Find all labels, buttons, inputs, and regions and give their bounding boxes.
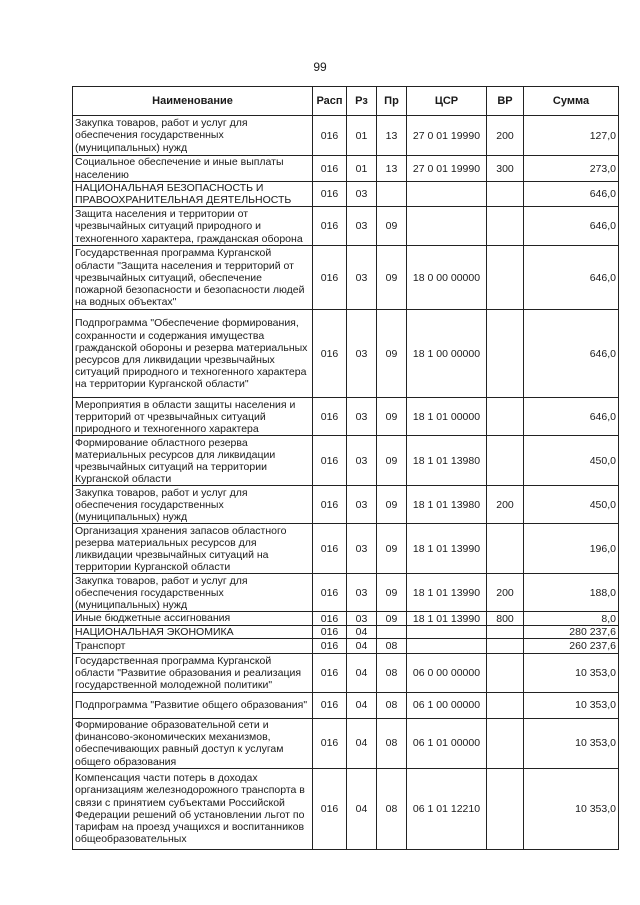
cell-pr: 09 (377, 398, 407, 436)
table-row (73, 768, 619, 849)
cell-rasp: 016 (313, 310, 347, 398)
table-row (73, 638, 619, 653)
cell-rz: 03 (347, 436, 377, 486)
cell-rz: 04 (347, 653, 377, 692)
cell-csr (407, 182, 487, 207)
cell-rz: 03 (347, 207, 377, 246)
cell-name: Организация хранения запасов областного резерва материальных ресурсов для ликвидации чрезвычайных ситуаций на территории Курганской области (73, 524, 313, 574)
cell-vr: 200 (487, 486, 524, 524)
cell-pr (377, 182, 407, 207)
header-pr: Пр (377, 87, 407, 116)
cell-name: Подпрограмма "Развитие общего образования" (73, 692, 313, 718)
cell-name: Государственная программа Курганской области "Развитие образования и реализация государственной молодежной политики" (73, 653, 313, 692)
cell-csr: 18 1 01 13990 (407, 612, 487, 625)
cell-pr: 08 (377, 653, 407, 692)
cell-pr: 09 (377, 574, 407, 612)
cell-sum: 10 353,0 (524, 718, 619, 768)
cell-pr: 09 (377, 486, 407, 524)
cell-vr (487, 182, 524, 207)
cell-rz: 04 (347, 718, 377, 768)
cell-pr: 08 (377, 692, 407, 718)
cell-vr: 300 (487, 156, 524, 182)
cell-rz: 03 (347, 524, 377, 574)
cell-name: Государственная программа Курганской области "Защита населения и территорий от чрезвычайных ситуаций, обеспечение пожарной безопасности и безопасности людей на водных объектах" (73, 246, 313, 310)
cell-rasp: 016 (313, 246, 347, 310)
cell-sum: 196,0 (524, 524, 619, 574)
cell-sum: 646,0 (524, 246, 619, 310)
table-row (73, 182, 619, 207)
cell-rasp: 016 (313, 638, 347, 653)
cell-rasp: 016 (313, 692, 347, 718)
table-row (73, 692, 619, 718)
cell-vr (487, 398, 524, 436)
cell-csr: 18 1 01 13990 (407, 574, 487, 612)
cell-name: Закупка товаров, работ и услуг для обеспечения государственных (муниципальных) нужд (73, 574, 313, 612)
cell-vr: 800 (487, 612, 524, 625)
cell-rz: 04 (347, 625, 377, 638)
table-row (73, 436, 619, 486)
table-row (73, 207, 619, 246)
cell-pr: 09 (377, 612, 407, 625)
cell-rasp: 016 (313, 182, 347, 207)
cell-name: Иные бюджетные ассигнования (73, 612, 313, 625)
budget-table (72, 86, 619, 850)
cell-name: Закупка товаров, работ и услуг для обеспечения государственных (муниципальных) нужд (73, 486, 313, 524)
cell-sum: 280 237,6 (524, 625, 619, 638)
cell-rz: 01 (347, 156, 377, 182)
header-rasp: Расп (313, 87, 347, 116)
cell-csr: 06 1 01 00000 (407, 718, 487, 768)
cell-sum: 646,0 (524, 310, 619, 398)
cell-rasp: 016 (313, 768, 347, 849)
cell-csr: 06 1 00 00000 (407, 692, 487, 718)
cell-csr (407, 638, 487, 653)
cell-csr: 18 1 01 00000 (407, 398, 487, 436)
cell-vr (487, 692, 524, 718)
cell-rasp: 016 (313, 207, 347, 246)
header-sum: Сумма (524, 87, 619, 116)
cell-sum: 8,0 (524, 612, 619, 625)
cell-pr: 13 (377, 116, 407, 156)
cell-vr (487, 207, 524, 246)
cell-vr (487, 653, 524, 692)
cell-csr: 18 1 00 00000 (407, 310, 487, 398)
cell-csr: 27 0 01 19990 (407, 116, 487, 156)
cell-pr: 09 (377, 436, 407, 486)
cell-vr (487, 524, 524, 574)
table-row (73, 486, 619, 524)
cell-name: НАЦИОНАЛЬНАЯ ЭКОНОМИКА (73, 625, 313, 638)
header-rz: Рз (347, 87, 377, 116)
header-name: Наименование (73, 87, 313, 116)
cell-rasp: 016 (313, 524, 347, 574)
cell-vr (487, 310, 524, 398)
cell-csr: 18 1 01 13980 (407, 436, 487, 486)
cell-csr (407, 625, 487, 638)
cell-sum: 646,0 (524, 182, 619, 207)
table-row (73, 116, 619, 156)
cell-sum: 10 353,0 (524, 692, 619, 718)
cell-vr (487, 638, 524, 653)
cell-name: Подпрограмма "Обеспечение формирования, сохранности и содержания имущества гражданской обороны и резерва материальных ресурсов для ликвидации чрезвычайных ситуаций природного и техногенного характера на территории Курганской области" (73, 310, 313, 398)
cell-rasp: 016 (313, 612, 347, 625)
cell-sum: 450,0 (524, 436, 619, 486)
cell-rz: 03 (347, 486, 377, 524)
header-vr: ВР (487, 87, 524, 116)
cell-pr: 09 (377, 246, 407, 310)
cell-name: Формирование областного резерва материальных ресурсов для ликвидации чрезвычайных ситуаций на территории Курганской области (73, 436, 313, 486)
cell-name: Защита населения и территории от чрезвычайных ситуаций природного и техногенного характера, гражданская оборона (73, 207, 313, 246)
table-row (73, 246, 619, 310)
cell-name: Формирование образовательной сети и финансово-экономических механизмов, обеспечивающих равный доступ к услугам общего образования (73, 718, 313, 768)
cell-csr: 06 0 00 00000 (407, 653, 487, 692)
cell-rz: 04 (347, 768, 377, 849)
cell-name: Закупка товаров, работ и услуг для обеспечения государственных (муниципальных) нужд (73, 116, 313, 156)
cell-rasp: 016 (313, 116, 347, 156)
table-row (73, 524, 619, 574)
cell-rasp: 016 (313, 436, 347, 486)
cell-pr: 09 (377, 310, 407, 398)
cell-pr: 09 (377, 524, 407, 574)
cell-csr: 27 0 01 19990 (407, 156, 487, 182)
cell-sum: 127,0 (524, 116, 619, 156)
cell-rz: 03 (347, 574, 377, 612)
cell-rz: 03 (347, 182, 377, 207)
cell-pr: 08 (377, 638, 407, 653)
page-number: 99 (313, 60, 327, 74)
table-row (73, 718, 619, 768)
cell-name: Мероприятия в области защиты населения и территорий от чрезвычайных ситуаций природного и техногенного характера (73, 398, 313, 436)
cell-sum: 260 237,6 (524, 638, 619, 653)
cell-rz: 03 (347, 398, 377, 436)
cell-csr: 18 1 01 13990 (407, 524, 487, 574)
table-row (73, 574, 619, 612)
cell-sum: 646,0 (524, 207, 619, 246)
cell-vr (487, 768, 524, 849)
cell-csr: 18 1 01 13980 (407, 486, 487, 524)
cell-sum: 646,0 (524, 398, 619, 436)
cell-csr (407, 207, 487, 246)
cell-sum: 188,0 (524, 574, 619, 612)
cell-sum: 273,0 (524, 156, 619, 182)
cell-pr (377, 625, 407, 638)
cell-name: Социальное обеспечение и иные выплаты населению (73, 156, 313, 182)
table-row (73, 612, 619, 625)
cell-pr: 08 (377, 768, 407, 849)
table-row (73, 310, 619, 398)
cell-rz: 04 (347, 692, 377, 718)
cell-rz: 04 (347, 638, 377, 653)
cell-rz: 03 (347, 612, 377, 625)
cell-vr (487, 718, 524, 768)
table-header-row (73, 87, 619, 116)
cell-rz: 03 (347, 246, 377, 310)
table-row (73, 625, 619, 638)
cell-sum: 450,0 (524, 486, 619, 524)
cell-vr: 200 (487, 574, 524, 612)
cell-rasp: 016 (313, 486, 347, 524)
cell-pr: 13 (377, 156, 407, 182)
cell-rz: 03 (347, 310, 377, 398)
cell-rasp: 016 (313, 653, 347, 692)
cell-name: Компенсация части потерь в доходах организациям железнодорожного транспорта в связи с принятием субъектами Российской Федерации решений об установлении льгот по тарифам на проезд учащихся и воспитанников общеобразовательных (73, 768, 313, 849)
cell-rasp: 016 (313, 625, 347, 638)
table-row (73, 653, 619, 692)
cell-sum: 10 353,0 (524, 653, 619, 692)
cell-sum: 10 353,0 (524, 768, 619, 849)
cell-vr (487, 625, 524, 638)
cell-rasp: 016 (313, 574, 347, 612)
cell-name: Транспорт (73, 638, 313, 653)
cell-csr: 18 0 00 00000 (407, 246, 487, 310)
table-row (73, 398, 619, 436)
cell-pr: 09 (377, 207, 407, 246)
table-row (73, 156, 619, 182)
cell-pr: 08 (377, 718, 407, 768)
cell-vr (487, 436, 524, 486)
cell-name: НАЦИОНАЛЬНАЯ БЕЗОПАСНОСТЬ И ПРАВООХРАНИТЕЛЬНАЯ ДЕЯТЕЛЬНОСТЬ (73, 182, 313, 207)
cell-rasp: 016 (313, 398, 347, 436)
cell-rasp: 016 (313, 718, 347, 768)
cell-rz: 01 (347, 116, 377, 156)
cell-vr (487, 246, 524, 310)
cell-csr: 06 1 01 12210 (407, 768, 487, 849)
header-csr: ЦСР (407, 87, 487, 116)
cell-rasp: 016 (313, 156, 347, 182)
cell-vr: 200 (487, 116, 524, 156)
